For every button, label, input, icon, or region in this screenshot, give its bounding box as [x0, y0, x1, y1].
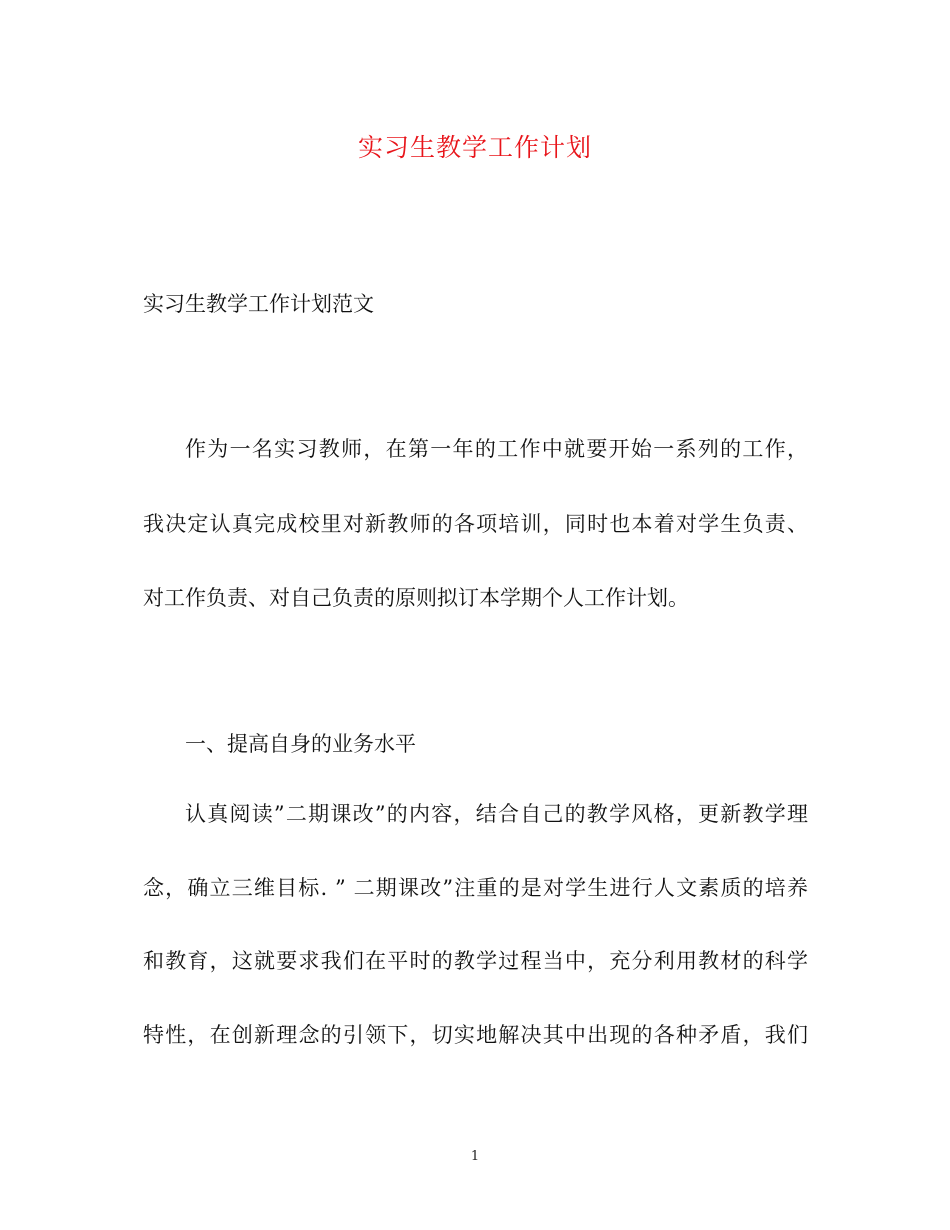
intro-paragraph-line: 对工作负责、对自己负责的原则拟订本学期个人工作计划。	[143, 586, 689, 610]
section-paragraph-line: 认真阅读”二期课改”的内容，结合自己的教学风格，更新教学理	[185, 802, 808, 826]
intro-paragraph-line: 我决定认真完成校里对新教师的各项培训，同时也本着对学生负责、	[143, 512, 808, 536]
document-subtitle: 实习生教学工作计划范文	[143, 292, 374, 316]
section-paragraph-line: 特性，在创新理念的引领下，切实地解决其中出现的各种矛盾，我们	[143, 1023, 808, 1047]
page-number: 1	[470, 1149, 480, 1164]
section-heading: 一、提高自身的业务水平	[185, 732, 416, 756]
section-paragraph-line: 念，确立三维目标. ” 二期课改”注重的是对学生进行人文素质的培养	[143, 876, 808, 900]
document-title: 实习生教学工作计划	[357, 133, 592, 162]
section-paragraph-line: 和教育，这就要求我们在平时的教学过程当中，充分利用教材的科学	[143, 949, 808, 973]
intro-paragraph-line: 作为一名实习教师，在第一年的工作中就要开始一系列的工作，	[185, 437, 808, 461]
